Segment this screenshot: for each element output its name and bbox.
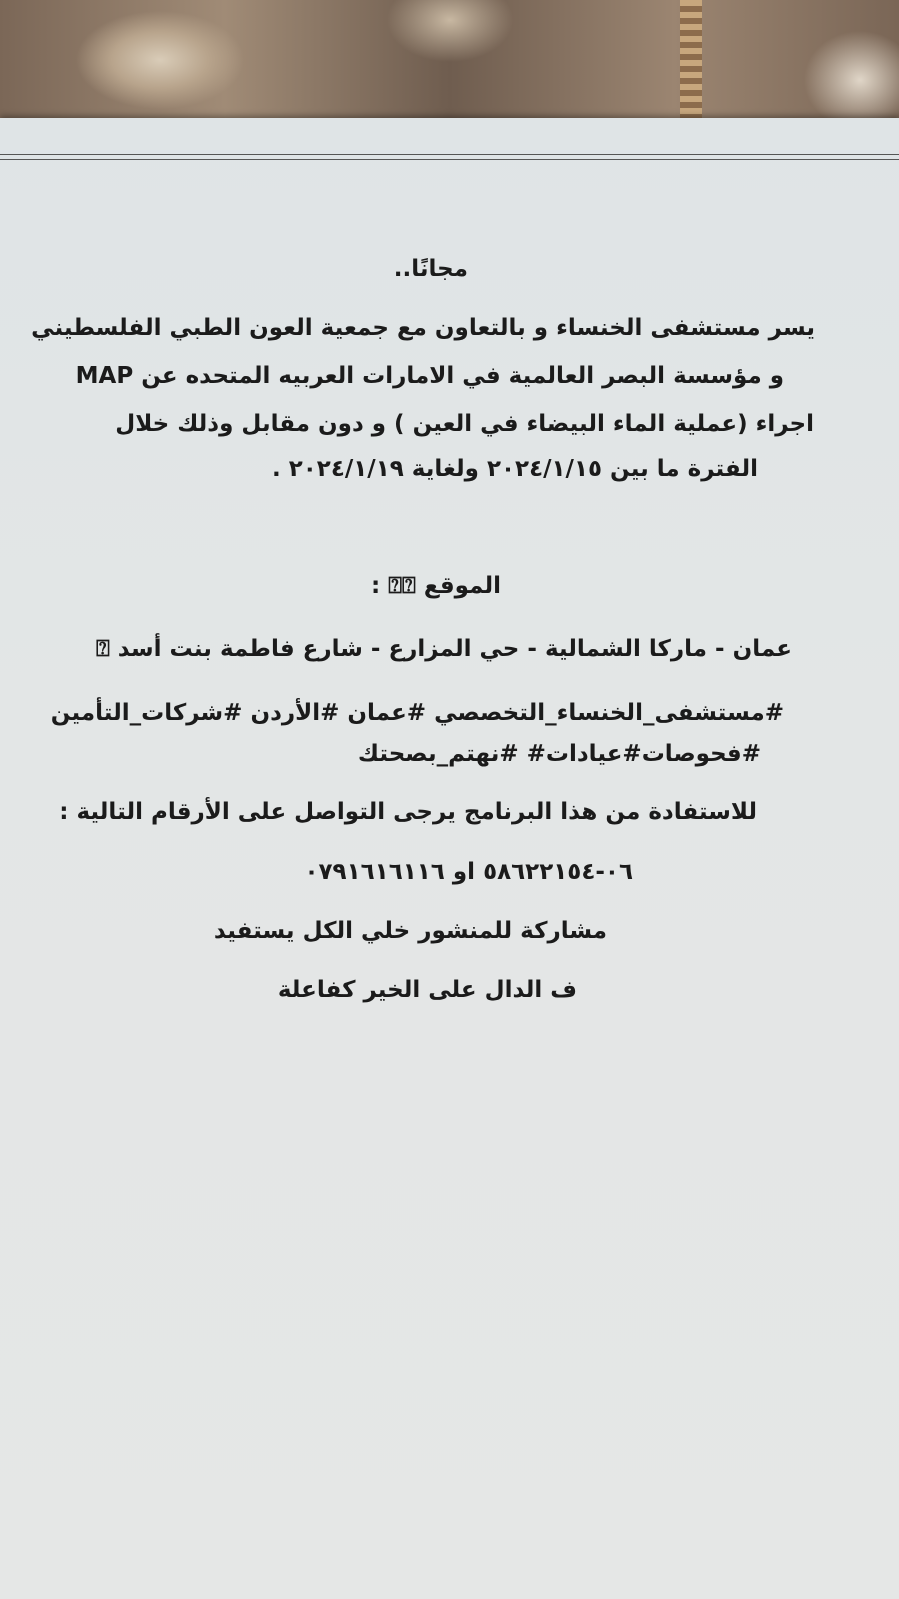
- paper-sheet: [0, 118, 899, 1599]
- closing-line: ف الدال على الخير كفاعلة: [277, 977, 577, 1003]
- share-line: مشاركة للمنشور خلي الكل يستفيد: [213, 918, 607, 944]
- hashtags-line-1: #مستشفى_الخنساء_التخصصي #عمان #الأردن #شركات_التأمين: [50, 700, 784, 726]
- intro-line-1: يسر مستشفى الخنساء و بالتعاون مع جمعية العون الطبي الفلسطيني: [31, 315, 815, 341]
- address: ⍰ عمان - ماركا الشمالية - حي المزارع - شارع فاطمة بنت أسد: [95, 636, 792, 662]
- intro-line-3: اجراء (عملية الماء البيضاء في العين ) و دون مقابل وذلك خلال: [115, 411, 814, 437]
- heading: مجانًا..: [393, 256, 468, 282]
- hashtags-line-2: #فحوصات#عيادات# #نهتم_بصحتك: [357, 741, 761, 767]
- location-label: الموقع ⍰⍰ :: [371, 573, 501, 599]
- contact-intro: للاستفادة من هذا البرنامج يرجى التواصل على الأرقام التالية :: [59, 799, 757, 825]
- fabric-border: [680, 0, 702, 130]
- phone-numbers: ٠٦-٥٨٦٢٢١٥٤ او ٠٧٩١٦١٦١١٦: [304, 859, 633, 885]
- intro-line-2: MAP و مؤسسة البصر العالمية في الامارات العربيه المتحده عن: [75, 363, 784, 389]
- header-rule: [0, 154, 899, 160]
- intro-line-4: الفترة ما بين ٢٠٢٤/١/١٥ ولغاية ٢٠٢٤/١/١٩ .: [271, 456, 758, 482]
